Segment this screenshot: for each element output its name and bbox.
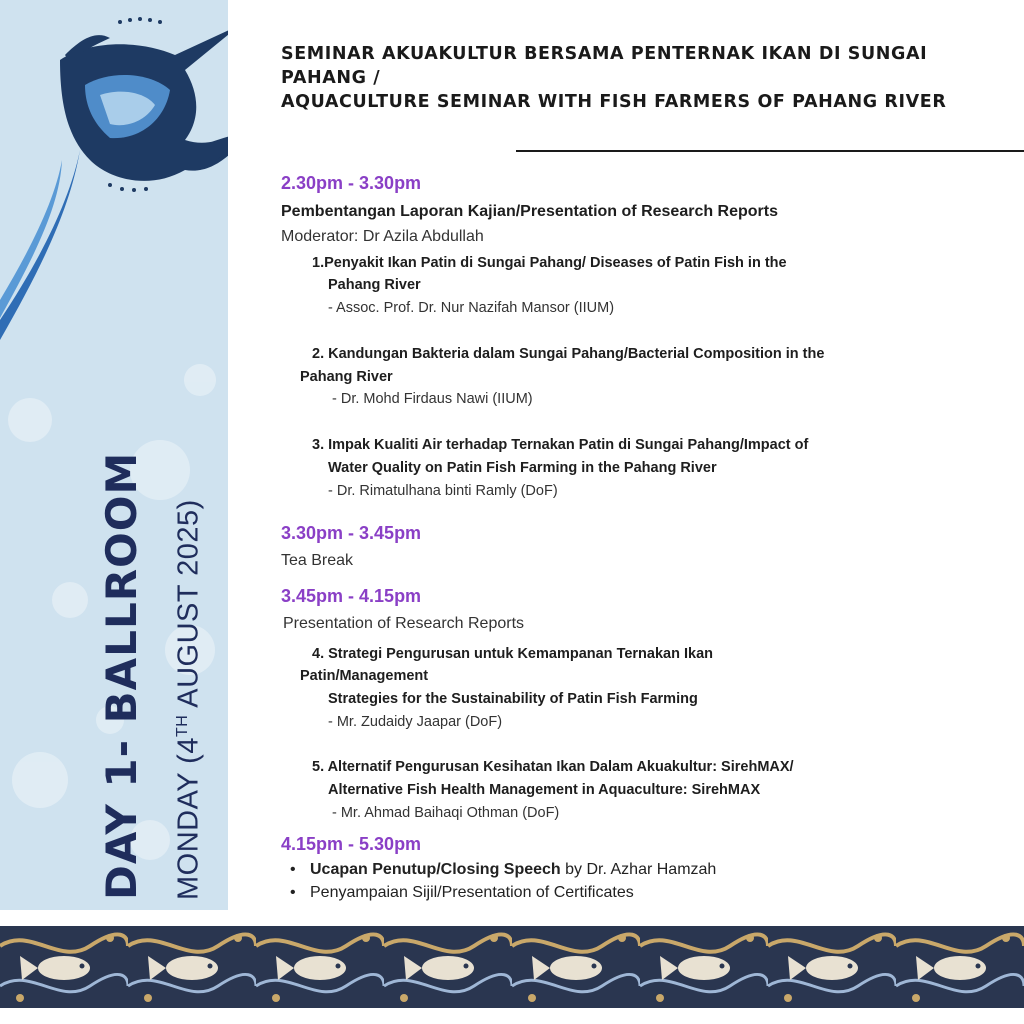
item2-speaker: - Dr. Mohd Firdaus Nawi (IIUM) <box>332 391 533 407</box>
session1-time: 2.30pm - 3.30pm <box>281 173 422 193</box>
header-divider <box>516 150 1024 152</box>
item4-line3: Strategies for the Sustainability of Patin Fish Farming <box>328 691 698 707</box>
session3-time: 3.45pm - 4.15pm <box>281 586 422 606</box>
session1-moderator: Moderator: Dr Azila Abdullah <box>281 228 484 245</box>
date-subtitle: MONDAY (4TH AUGUST 2025) <box>172 499 205 900</box>
item4-line2: Patin/Management <box>300 668 429 684</box>
header-title-line1: SEMINAR AKUAKULTUR BERSAMA PENTERNAK IKAN DI SUNGAI <box>281 44 928 64</box>
header-title-line3: AQUACULTURE SEMINAR WITH FISH FARMERS OF PAHANG RIVER <box>281 92 947 112</box>
item1-line2: Pahang River <box>328 277 421 293</box>
item3-line1: 3. Impak Kualiti Air terhadap Ternakan Patin di Sungai Pahang/Impact of <box>312 437 809 453</box>
item5-line1: 5. Alternatif Pengurusan Kesihatan Ikan Dalam Akuakultur: SirehMAX/ <box>312 759 794 775</box>
certificates-bullet: • Penyampaian Sijil/Presentation of Certificates <box>310 884 634 902</box>
seminar-header <box>281 42 1001 114</box>
item3-speaker: - Dr. Rimatulhana binti Ramly (DoF) <box>328 483 558 499</box>
day-title: DAY 1- BALLROOM <box>97 451 146 900</box>
item5-speaker: - Mr. Ahmad Baihaqi Othman (DoF) <box>332 805 560 821</box>
footer-pattern-band <box>0 926 1024 1008</box>
batik-pattern <box>0 926 1024 1008</box>
session2-time: 3.30pm - 3.45pm <box>281 523 422 543</box>
footer-bottom-strip <box>0 1008 1024 1024</box>
session1-title: Pembentangan Laporan Kajian/Presentation of Research Reports <box>281 203 779 220</box>
item4-line1: 4. Strategi Pengurusan untuk Kemampanan Ternakan Ikan <box>312 646 714 662</box>
vertical-title <box>98 340 208 900</box>
item1-line1: 1.Penyakit Ikan Patin di Sungai Pahang/ Diseases of Patin Fish in the <box>312 255 787 271</box>
item1-speaker: - Assoc. Prof. Dr. Nur Nazifah Mansor (IIUM) <box>328 300 615 316</box>
session3-title: Presentation of Research Reports <box>283 615 525 632</box>
item3-line2: Water Quality on Patin Fish Farming in the Pahang River <box>328 460 717 476</box>
item2-line2: Pahang River <box>300 369 393 385</box>
item4-speaker: - Mr. Zudaidy Jaapar (DoF) <box>328 714 503 730</box>
session4-time: 4.15pm - 5.30pm <box>281 834 422 854</box>
item2-line1: 2. Kandungan Bakteria dalam Sungai Pahang/Bacterial Composition in the <box>312 346 825 362</box>
side-panel <box>0 0 228 910</box>
header-title-line2: PAHANG / <box>281 68 381 88</box>
item5-line2: Alternative Fish Health Management in Aquaculture: SirehMAX <box>328 782 761 798</box>
session2-title: Tea Break <box>281 552 354 569</box>
closing-speech-bullet: • Ucapan Penutup/Closing Speech by Dr. Azhar Hamzah <box>310 861 716 879</box>
marlin-logo <box>0 0 228 340</box>
